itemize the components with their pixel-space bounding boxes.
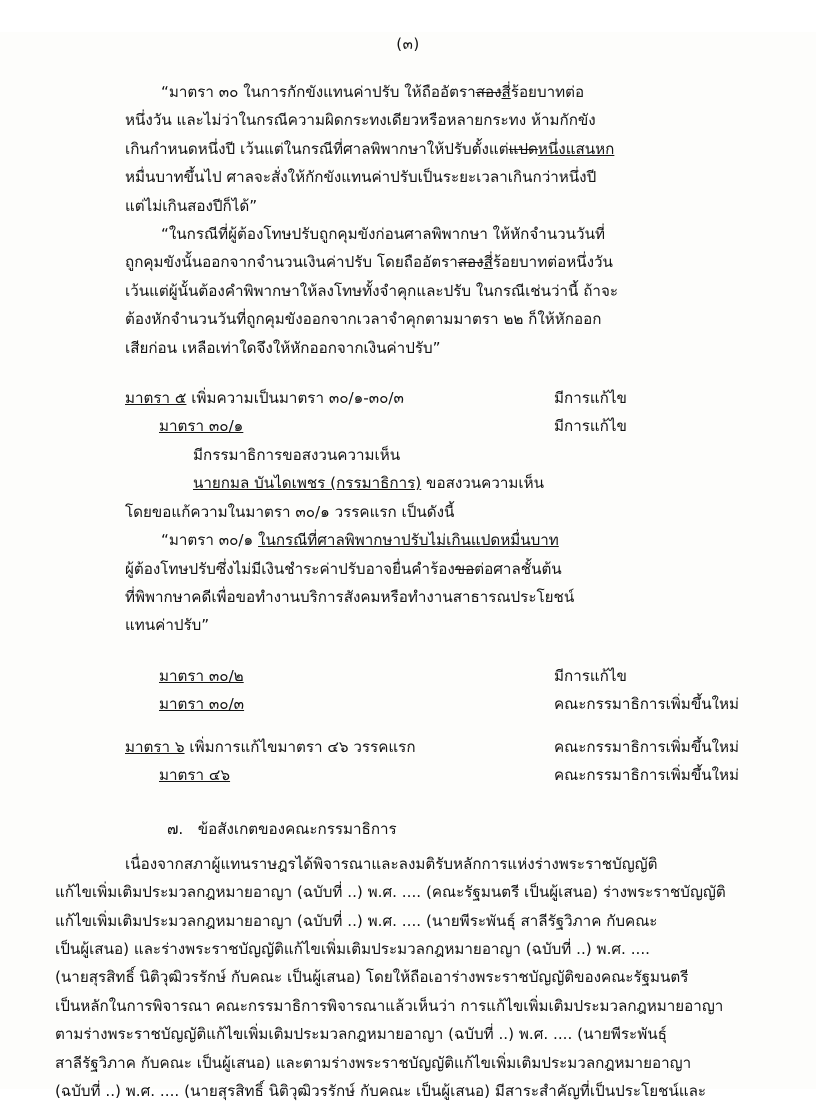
section-30-1-quote-line2: [125, 555, 756, 583]
spacer-4: [55, 789, 756, 815]
section-5-label: มาตรา ๕: [125, 389, 187, 408]
observations-line-6: ตามร่างพระราชบัญญัติแก้ไขเพิ่มเติมประมวลกฎหมายอาญา (ฉบับที่ ..) พ.ศ. .... (นายพีระพันธุ์: [55, 1025, 667, 1044]
observations-line-1: แก้ไขเพิ่มเติมประมวลกฎหมายอาญา (ฉบับที่ ..) พ.ศ. .... (คณะรัฐมนตรี เป็นผู้เสนอ) ร่างพระราชบัญญัติ: [55, 883, 726, 902]
observations-body: [55, 850, 756, 1105]
section-30-1-quote-line1: [125, 526, 756, 554]
section-30-1-line2-post: ขอสงวนความเห็น: [421, 474, 544, 493]
spacer: [55, 362, 756, 384]
section-5-text: เพิ่มความเป็นมาตรา ๓๐/๑-๓๐/๓: [191, 389, 404, 408]
observations-line-5: เป็นหลักในการพิจารณา คณะกรรมาธิการพิจารณาแล้วเห็นว่า การแก้ไขเพิ่มเติมประมวลกฎหมายอาญา: [55, 996, 724, 1015]
observations-heading: [55, 815, 756, 843]
section-30-1-line2: [193, 469, 756, 497]
section-30-1-left: [55, 412, 243, 440]
section-30-1-label: มาตรา ๓๐/๑: [159, 417, 244, 436]
section-30-1-line3: โดยขอแก้ความในมาตรา ๓๐/๑ วรรคแรก เป็นดังนี้: [125, 502, 455, 521]
section-5-row: [55, 384, 756, 412]
section-46-note: คณะกรรมาธิการเพิ่มขึ้นใหม่: [554, 765, 740, 784]
observations-number: ๗.: [167, 820, 184, 839]
section-46-label: มาตรา ๔๖: [159, 765, 231, 784]
quote1-line5: แต่ไม่เกินสองปีก็ได้”: [125, 196, 258, 215]
section-30-2-label: มาตรา ๓๐/๒: [159, 666, 244, 685]
quote1-line4: หมื่นบาทขึ้นไป ศาลจะสั่งให้กักขังแทนค่าปรับเป็นระยะเวลาเกินกว่าหนึ่งปี: [125, 168, 597, 187]
observations-line-2: แก้ไขเพิ่มเติมประมวลกฎหมายอาญา (ฉบับที่ ..) พ.ศ. .... (นายพีระพันธุ์ สาลีรัฐวิภาค กับคณะ: [55, 911, 658, 930]
quote1-line3-strike: แปด: [508, 139, 538, 158]
section-6-left: [55, 733, 416, 761]
section-6-label: มาตรา ๖: [125, 737, 185, 756]
section-5-left: [55, 384, 404, 412]
quote1-line3: [125, 135, 756, 163]
section-5-note: มีการแก้ไข: [554, 389, 627, 408]
section-6-text: เพิ่มการแก้ไขมาตรา ๔๖ วรรคแรก: [189, 737, 416, 756]
quote1-line2: หนึ่งวัน และไม่ว่าในกรณีความผิดกระทงเดียวหรือหลายกระทง ห้ามกักขัง: [125, 111, 596, 130]
quote1-line1-post: ร้อยบาทต่อ: [510, 83, 585, 101]
section-6-row: [55, 733, 756, 761]
section-30-2-note: มีการแก้ไข: [554, 666, 627, 685]
section-30-3-left: [55, 690, 244, 718]
quote1-line1-underline: สี่: [501, 83, 511, 101]
quote2-line4: ต้องหักจำนวนวันที่ถูกคุมขังออกจากเวลาจำคุกตามมาตรา ๒๒ ก็ให้หักออก: [125, 310, 602, 329]
quote1-line3-underline: หนึ่งแสนหก: [537, 139, 615, 158]
observations-line-4: (นายสุรสิทธิ์ นิติวุฒิวรรักษ์ กับคณะ เป็นผู้เสนอ) โดยให้ถือเอาร่างพระราชบัญญัติของคณะรัฐมนตรี: [55, 968, 689, 987]
quote2-line3: เว้นแต่ผู้นั้นต้องคำพิพากษาให้ลงโทษทั้งจำคุกและปรับ ในกรณีเช่นว่านี้ ถ้าจะ: [125, 281, 619, 300]
observations-line-0: เนื่องจากสภาผู้แทนราษฎรได้พิจารณาและลงมติรับหลักการแห่งร่างพระราชบัญญัติ: [125, 854, 658, 873]
section-30-1-quote-line3: ที่พิพากษาคดีเพื่อขอทำงานบริการสังคมหรือทำงานสาธารณประโยชน์: [125, 587, 575, 606]
quote-block-1: [55, 78, 756, 220]
section-30-1-row: [55, 412, 756, 440]
quote-block-2: [55, 220, 756, 362]
observations-line-7: สาลีรัฐวิภาค กับคณะ เป็นผู้เสนอ) และตามร่างพระราชบัญญัติแก้ไขเพิ่มเติมประมวลกฎหมายอาญา: [55, 1053, 692, 1072]
q301-l2-pre: ผู้ต้องโทษปรับซึ่งไม่มีเงินชำระค่าปรับอาจยื่นคำร้อง: [125, 559, 455, 578]
quote2-line2-strike: สอง: [457, 253, 484, 272]
quote2-line2: [125, 248, 756, 276]
quote2-line1: “ในกรณีที่ผู้ต้องโทษปรับถูกคุมขังก่อนศาลพิพากษา ให้หักจำนวนวันที่: [161, 225, 605, 244]
section-30-1-note: มีการแก้ไข: [554, 417, 627, 436]
section-30-1-body-2: [55, 498, 756, 640]
section-30-3-row: [55, 690, 756, 718]
document-page: [0, 32, 816, 1100]
section-30-1-body: [55, 441, 756, 498]
spacer-2: [55, 640, 756, 662]
q301-l2-post: ต่อศาลชั้นต้น: [474, 559, 562, 578]
quote1-line1: [125, 78, 756, 106]
section-30-2-left: [55, 662, 244, 690]
observations-line-3: เป็นผู้เสนอ) และร่างพระราชบัญญัติแก้ไขเพิ่มเติมประมวลกฎหมายอาญา (ฉบับที่ ..) พ.ศ. ....: [55, 939, 651, 958]
quote2-line2-underline: สี่: [483, 253, 493, 272]
section-30-3-note: คณะกรรมาธิการเพิ่มขึ้นใหม่: [554, 695, 740, 714]
quote2-line2-pre: ถูกคุมขังนั้นออกจากจำนวนเงินค่าปรับ โดยถืออัตรา: [125, 253, 458, 272]
section-30-2-row: [55, 662, 756, 690]
q301-l1-pre: “มาตรา ๓๐/๑: [161, 531, 259, 550]
quote2-line2-post: ร้อยบาทต่อหนึ่งวัน: [492, 253, 613, 272]
section-46-row: [55, 761, 756, 789]
quote2-line5: เสียก่อน เหลือเท่าใดจึงให้หักออกจากเงินค่าปรับ”: [125, 338, 441, 357]
section-30-1-quote-line4: แทนค่าปรับ”: [125, 616, 210, 635]
section-30-1-name: นายกมล บันไดเพชร (กรรมาธิการ): [193, 474, 422, 493]
q301-l2-strike: ขอ: [454, 559, 475, 578]
q301-l1-u: ในกรณีที่ศาลพิพากษาปรับไม่เกินแปดหมื่นบาท: [258, 531, 559, 550]
quote1-line3-pre: เกินกำหนดหนึ่งปี เว้นแต่ในกรณีที่ศาลพิพากษาให้ปรับตั้งแต่: [125, 139, 509, 158]
section-46-left: [55, 761, 230, 789]
section-30-1-line1: มีกรรมาธิการขอสงวนความเห็น: [193, 445, 401, 464]
quote1-line1-strike: สอง: [475, 83, 502, 101]
observations-title: ข้อสังเกตของคณะกรรมาธิการ: [197, 820, 397, 839]
document-body: [55, 78, 756, 1105]
spacer-3: [55, 719, 756, 733]
section-6-note: คณะกรรมาธิการเพิ่มขึ้นใหม่: [554, 737, 740, 756]
quote1-line1-pre: “มาตรา ๓๐ ในการกักขังแทนค่าปรับ ให้ถืออัตรา: [161, 83, 476, 101]
observations-line-8: (ฉบับที่ ..) พ.ศ. .... (นายสุรสิทธิ์ นิติวุฒิวรรักษ์ กับคณะ เป็นผู้เสนอ) มีสาระสำคัญที่เป็นประโยชน์และ: [55, 1082, 707, 1100]
section-30-3-label: มาตรา ๓๐/๓: [159, 695, 245, 714]
page-number: (๓): [396, 35, 420, 53]
